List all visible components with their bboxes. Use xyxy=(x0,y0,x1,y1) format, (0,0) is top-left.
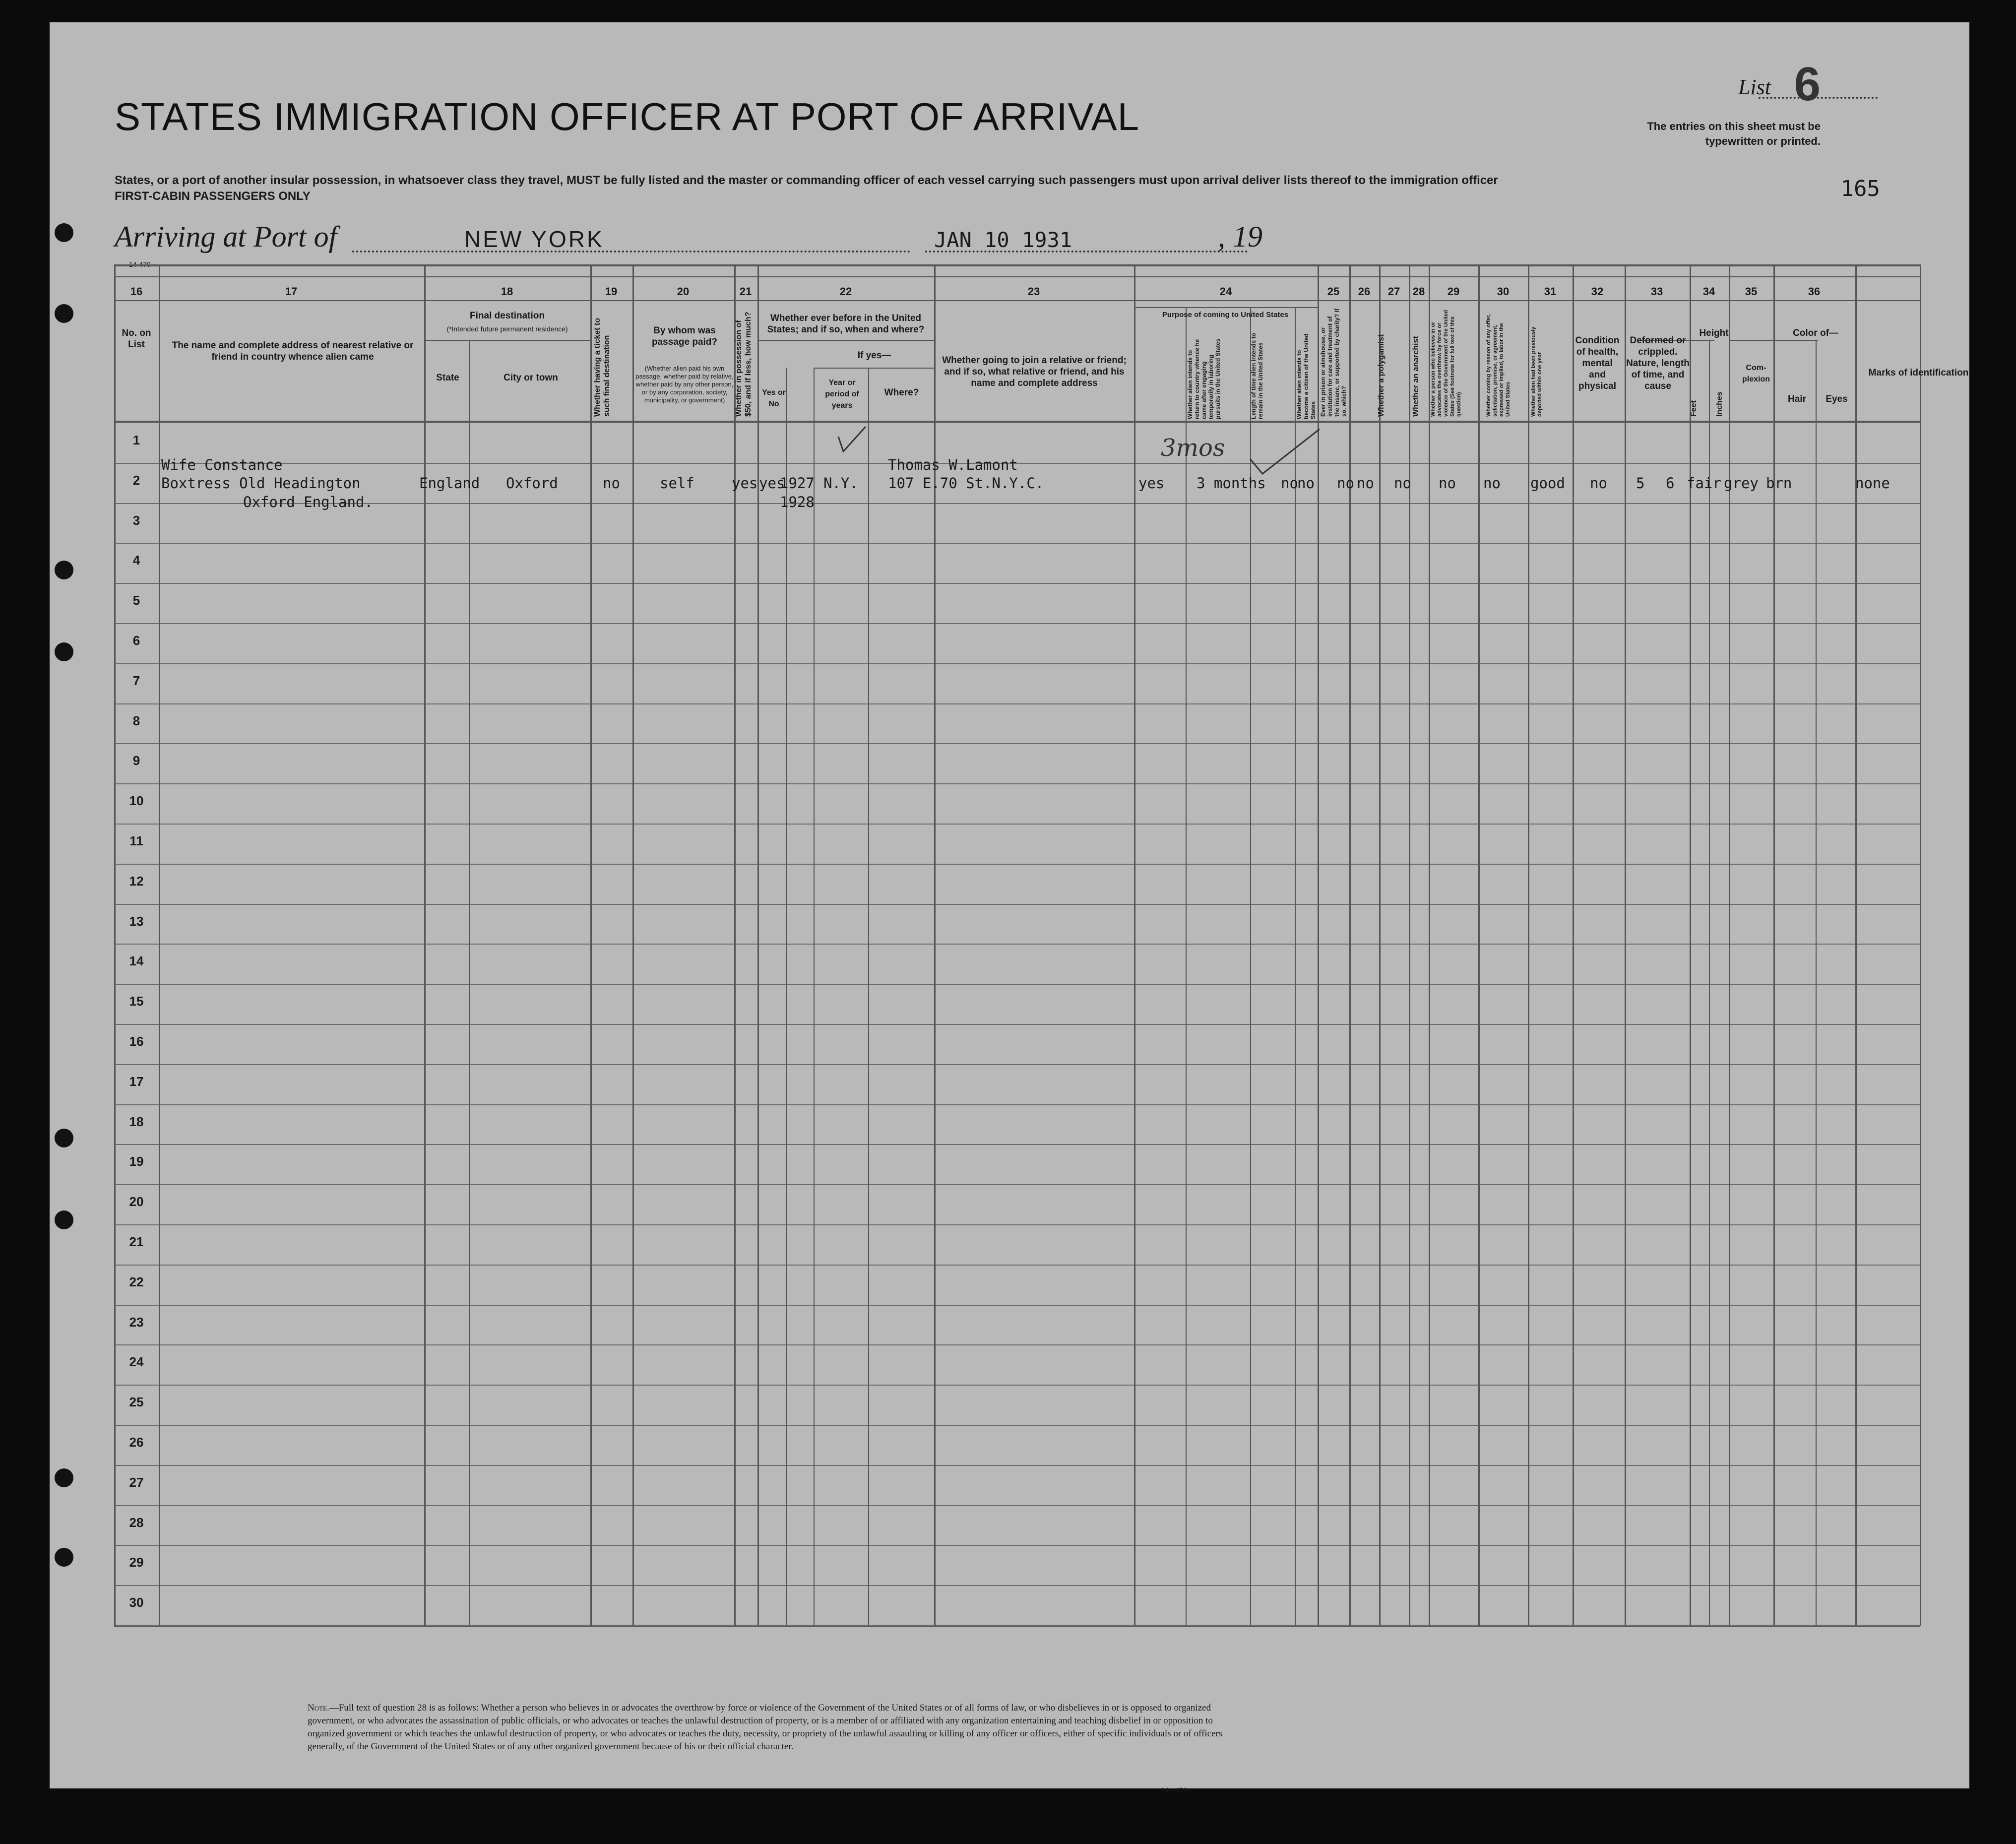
column-number: 20 xyxy=(677,285,690,298)
health-value: good xyxy=(1530,475,1565,492)
header-overthrow: Whether a person who believes in or advocates the overthrow by force or violence of the Government of the United States (See footnote for full text of this question) xyxy=(1430,310,1462,417)
polygamist-value: no xyxy=(1337,475,1354,492)
citizen-value: no xyxy=(1281,475,1298,492)
relative-line-2: Boxtress Old Headington xyxy=(161,475,361,492)
footnote xyxy=(308,1702,1240,1753)
subtitle-line-2: FIRST-CABIN PASSENGERS ONLY xyxy=(115,190,311,203)
column-line xyxy=(1409,264,1410,1626)
header-marks: Marks of identification xyxy=(1868,368,1969,378)
punch-hole xyxy=(55,223,73,242)
row-number: 10 xyxy=(129,793,144,809)
where-value: N.Y. xyxy=(823,475,858,492)
column-number: 31 xyxy=(1544,285,1557,298)
sub-column-line xyxy=(786,368,787,1626)
row-number: 4 xyxy=(132,553,140,568)
row-number: 7 xyxy=(132,673,140,688)
row-number: 20 xyxy=(129,1194,144,1209)
row-line xyxy=(114,543,1920,544)
header-purpose: Purpose of coming to United States xyxy=(1162,311,1289,319)
column-number: 33 xyxy=(1650,285,1663,298)
list-number: 6 xyxy=(1794,58,1821,111)
punch-hole xyxy=(55,1129,73,1147)
header-join-relative: Whether going to join a relative or friend; and if so, what relative or friend, and his name and complete address xyxy=(942,355,1127,388)
row-number: 8 xyxy=(132,713,140,728)
destination-city: Oxford xyxy=(506,475,558,492)
inches-value: 6 xyxy=(1666,475,1675,492)
deported-value: no xyxy=(1483,475,1501,492)
header-complexion: Com-plexion xyxy=(1742,364,1770,383)
header-health: Condition of health, mental and physical xyxy=(1575,335,1620,391)
row-number: 17 xyxy=(129,1074,144,1089)
header-nearest-relative: The name and complete address of nearest relative or friend in country whence alien came xyxy=(172,340,414,362)
row-line xyxy=(114,1305,1920,1306)
before-in-us-value: yes xyxy=(759,475,785,492)
row-number: 6 xyxy=(132,633,140,648)
row-line xyxy=(114,1385,1920,1386)
column-number: 19 xyxy=(605,285,618,298)
row-number: 19 xyxy=(129,1154,144,1169)
row-number: 14 xyxy=(129,954,144,969)
row-number: 25 xyxy=(129,1395,144,1410)
years-value-2: 1928 xyxy=(780,494,815,510)
sub-column-line xyxy=(1186,307,1187,1626)
row-number: 11 xyxy=(129,833,143,848)
header-length-of-stay: Length of time alien intends to remain in the United States xyxy=(1250,333,1264,419)
column-line xyxy=(114,264,116,1626)
header-polygamist: Whether a polygamist xyxy=(1377,334,1386,417)
row-number: 30 xyxy=(129,1595,144,1610)
header-deformed: Deformed or crippled. Nature, length of time, and cause xyxy=(1626,335,1690,391)
return-value: yes xyxy=(1138,475,1165,492)
row-number: 28 xyxy=(129,1515,144,1530)
row-line xyxy=(114,743,1920,744)
row-number: 13 xyxy=(129,913,144,929)
column-number: 22 xyxy=(839,285,852,298)
column-line xyxy=(1134,264,1135,1626)
row-number: 3 xyxy=(132,512,140,528)
header-feet: Feet xyxy=(1690,400,1698,417)
labor-offer-value: no xyxy=(1439,475,1456,492)
row-line xyxy=(114,1344,1920,1345)
header-yes-no: Yes or No xyxy=(761,388,786,408)
instructions: The entries on this sheet must be typewritten or printed. xyxy=(1647,120,1821,147)
header-inches: Inches xyxy=(1715,391,1724,417)
column-number: 23 xyxy=(1027,285,1040,298)
column-line xyxy=(757,264,759,1626)
column-number: 24 xyxy=(1219,285,1232,298)
row-line xyxy=(114,904,1920,905)
column-number: 18 xyxy=(501,285,513,298)
header-prison: Ever in prison or almshouse, or institution for care and treatment of the insane, or supported by charity? If so, which? xyxy=(1320,308,1347,417)
header-state: State xyxy=(436,373,459,383)
punch-hole xyxy=(55,1210,73,1229)
destination-state: England xyxy=(419,475,480,492)
column-number: 32 xyxy=(1591,285,1604,298)
column-line xyxy=(734,264,736,1626)
row-line xyxy=(114,824,1920,825)
form-number-bottom: 14—431 xyxy=(1161,1786,1187,1794)
column-number: 35 xyxy=(1745,285,1758,298)
column-number: 34 xyxy=(1702,285,1715,298)
row-line xyxy=(114,623,1920,624)
sub-column-line xyxy=(1250,307,1251,1626)
feet-value: 5 xyxy=(1636,475,1645,492)
list-label: List xyxy=(1738,75,1771,99)
row-line xyxy=(114,984,1920,985)
row-line xyxy=(114,703,1920,704)
hair-value: grey xyxy=(1724,475,1759,492)
column-line xyxy=(1349,264,1351,1626)
header-passage-paid-note: (Whether alien paid his own passage, whether paid by relative, whether paid by any other person, or by any corporation, society, municipality, or government) xyxy=(635,365,734,404)
header-hair: Hair xyxy=(1788,394,1806,404)
row-number: 1 xyxy=(132,433,140,447)
footnote-text: —Full text of question 28 is as follows: Whether a person who believes in or advocates the overthrow by force or violence of the Government of the United States or of all forms of law, or who disbelieves in or is opposed to organized government, or who advocates the assassination of public officials, or who advocates or teaches the unlawful destruction of property, or is a member of or affiliated with any organization entertaining and teaching disbelief in or opposition to organized government or which teaches the unlawful destruction of property, or who advocates or teaches the duty, necessity, or propriety of the unlawful assaulting or killing of any officer or officers, either of specific individuals or of officers generally, of the Government of the United States or of any other organized government because of his or their official character. xyxy=(308,1703,1223,1752)
row-number: 23 xyxy=(129,1314,144,1330)
marks-value: none xyxy=(1855,475,1890,492)
row-number: 21 xyxy=(129,1234,144,1249)
row-number: 5 xyxy=(132,593,140,608)
page-number: 165 xyxy=(1840,176,1880,201)
column-line xyxy=(1379,264,1381,1626)
row-line xyxy=(114,1465,1920,1466)
column-line xyxy=(590,264,592,1626)
header-no-on-list: No. on List xyxy=(122,328,151,350)
column-number: 27 xyxy=(1387,285,1400,298)
column-line xyxy=(1690,264,1691,1626)
years-value-1: 1927 xyxy=(780,475,815,492)
column-line xyxy=(632,264,634,1626)
column-line xyxy=(1729,264,1730,1626)
anarchist-value: no xyxy=(1357,475,1374,492)
row-line xyxy=(114,583,1920,584)
column-line xyxy=(1318,264,1319,1626)
prison-value: no xyxy=(1297,475,1315,492)
length-stay-value: 3 months xyxy=(1197,475,1266,492)
arrival-date: JAN 10 1931 xyxy=(934,228,1072,252)
punch-hole xyxy=(55,1548,73,1567)
overthrow-value: no xyxy=(1394,475,1411,492)
header-final-destination: Final destination xyxy=(470,311,545,321)
header-eyes: Eyes xyxy=(1826,394,1848,404)
header-where: Where? xyxy=(884,387,919,398)
row-line xyxy=(114,1184,1920,1185)
column-line xyxy=(1429,264,1430,1626)
header-fifty-dollars: Whether in possession of $50, and if less, how much? xyxy=(735,312,753,417)
row-line xyxy=(114,1625,1920,1626)
row-number: 24 xyxy=(129,1354,144,1370)
relative-line-3: Oxford England. xyxy=(243,494,373,510)
row-line xyxy=(114,1585,1920,1586)
row-number: 27 xyxy=(129,1474,144,1490)
sub-column-line xyxy=(1295,307,1296,1626)
deformed-value: no xyxy=(1590,475,1607,492)
header-passage-paid: By whom was passage paid? xyxy=(652,325,717,347)
header-become-citizen: Whether alien intends to become a citizen of the United States xyxy=(1296,333,1317,419)
header-labor-offer: Whether coming by reason of any offer, solicitation, promise, or agreement, expressed or implied, to labor in the United States xyxy=(1486,314,1511,417)
sub-column-line xyxy=(814,368,815,1626)
row-number: 12 xyxy=(129,873,144,889)
row-line xyxy=(114,1144,1920,1145)
handwritten-note: 3mos xyxy=(1161,434,1225,462)
column-number: 25 xyxy=(1327,285,1340,298)
column-line xyxy=(1625,264,1626,1626)
punch-hole xyxy=(55,304,73,323)
join-line-1: Thomas W.Lamont xyxy=(888,456,1018,473)
sub-column-line xyxy=(469,340,470,1626)
row-line xyxy=(114,1224,1920,1225)
column-number: 26 xyxy=(1358,285,1371,298)
port-of-arrival: NEW YORK xyxy=(464,226,604,252)
sub-column-line xyxy=(1709,340,1710,1626)
row-number: 29 xyxy=(129,1555,144,1570)
column-line xyxy=(1773,264,1775,1626)
column-line xyxy=(1920,264,1921,1626)
column-number: 16 xyxy=(130,285,143,298)
row-line xyxy=(114,1425,1920,1426)
row-number: 26 xyxy=(129,1435,144,1450)
header-if-yes: If yes— xyxy=(857,350,891,361)
header-city: City or town xyxy=(504,373,558,383)
relative-line-1: Wife Constance xyxy=(161,456,283,473)
row-line xyxy=(114,1024,1920,1025)
column-line xyxy=(1573,264,1574,1626)
row-number: 22 xyxy=(129,1274,144,1289)
row-line xyxy=(114,663,1920,664)
subtitle-line-1: States, or a port of another insular possession, in whatsoever class they travel, MUST be fully listed and the master or commanding officer of each vessel carrying such passengers must upon arrival deliver lists thereof to the immigration officer xyxy=(115,174,1498,187)
header-deported: Whether alien had been previously deported within one year xyxy=(1530,326,1543,417)
ticket-value: no xyxy=(603,475,620,492)
row-line xyxy=(114,1545,1920,1546)
page-title: STATES IMMIGRATION OFFICER AT PORT OF ARRIVAL xyxy=(115,95,1140,138)
column-number: 29 xyxy=(1447,285,1460,298)
manifest-sheet xyxy=(50,22,1969,1794)
header-anarchist: Whether an anarchist xyxy=(1412,336,1420,417)
row-line xyxy=(114,1064,1920,1065)
column-number: 21 xyxy=(739,285,752,298)
eyes-value: brn xyxy=(1766,475,1792,492)
punch-hole xyxy=(55,1468,73,1487)
column-line xyxy=(1478,264,1480,1626)
row-line xyxy=(114,503,1920,504)
year-label: , 19 xyxy=(1218,220,1262,253)
row-number: 16 xyxy=(129,1034,144,1049)
row-line xyxy=(114,1505,1920,1506)
header-height: Height xyxy=(1699,328,1729,338)
row-number: 18 xyxy=(129,1114,144,1129)
row-number: 2 xyxy=(132,472,140,488)
passage-paid-value: self xyxy=(660,475,694,492)
header-before-in-us: Whether ever before in the United States; and if so, when and where? xyxy=(767,313,925,335)
header-intends-return: Whether alien intends to return to country whence he came after engaging temporarily in laboring pursuits in the United States xyxy=(1187,338,1221,419)
arriving-label: Arriving at Port of xyxy=(115,220,337,253)
row-line xyxy=(114,864,1920,865)
column-number: 17 xyxy=(285,285,298,298)
column-line xyxy=(1528,264,1529,1626)
row-number: 15 xyxy=(129,994,144,1009)
row-number: 9 xyxy=(132,753,140,768)
column-line xyxy=(1855,264,1857,1626)
column-line xyxy=(159,264,160,1626)
row-line xyxy=(114,1104,1920,1105)
column-line xyxy=(424,264,426,1626)
punch-hole xyxy=(55,561,73,579)
column-number: 28 xyxy=(1412,285,1425,298)
header-color-of: Color of— xyxy=(1793,328,1838,338)
join-line-2: 107 E.70 St.N.Y.C. xyxy=(888,475,1044,492)
sub-column-line xyxy=(1816,340,1817,1626)
column-number: 36 xyxy=(1808,285,1821,298)
handwritten-check-mark xyxy=(1250,429,1251,430)
sub-column-line xyxy=(868,368,869,1626)
header-year-period: Year or period of years xyxy=(825,379,859,410)
column-number: 30 xyxy=(1497,285,1510,298)
punch-hole xyxy=(55,642,73,661)
row-line xyxy=(114,783,1920,784)
row-line xyxy=(114,944,1920,945)
footnote-label: Note. xyxy=(308,1703,329,1713)
header-final-destination-note: (*Intended future permanent residence) xyxy=(446,325,568,333)
header-ticket: Whether having a ticket to such final destination xyxy=(593,318,611,417)
fifty-dollars-value: yes xyxy=(732,475,758,492)
row-line xyxy=(114,1265,1920,1266)
complexion-value: fair xyxy=(1687,475,1721,492)
